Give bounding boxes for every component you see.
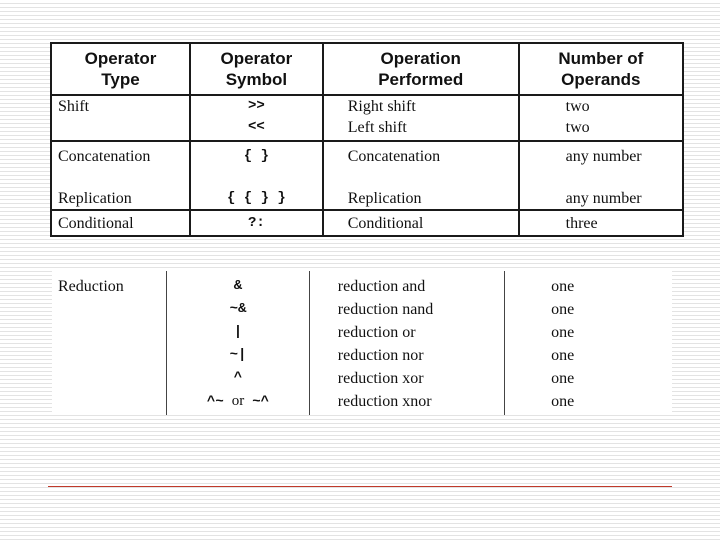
- operands-text: one: [551, 324, 575, 341]
- operands-text: one: [551, 301, 575, 318]
- operands-text: two: [565, 98, 590, 115]
- header-line: Performed: [378, 70, 464, 89]
- table-row-concatenation-replication: [51, 141, 683, 210]
- or-word: or: [231, 393, 245, 409]
- operation-cell: [309, 271, 504, 415]
- operation-text: Right shift: [347, 98, 416, 115]
- operator-symbol: ^: [233, 370, 243, 386]
- operator-type: Concatenation: [58, 148, 151, 165]
- operands-text: any number: [565, 148, 642, 165]
- reduction-table: [52, 271, 672, 415]
- operator-symbol-cell: [190, 95, 323, 141]
- operands-text: any number: [565, 190, 642, 207]
- operands-text: one: [551, 278, 575, 295]
- operator-type: Replication: [58, 190, 132, 207]
- table-row-conditional: [51, 210, 683, 236]
- operands-text: one: [551, 370, 575, 387]
- header-row: [51, 43, 683, 95]
- operands-cell: [519, 141, 683, 210]
- operator-type-cell: [51, 141, 190, 210]
- operands-text: three: [565, 215, 598, 232]
- table-row-reduction: [52, 271, 672, 415]
- operator-symbol: { }: [243, 148, 269, 164]
- header-operator-type: [51, 43, 190, 95]
- operands-text: one: [551, 393, 575, 410]
- operator-symbol-cell: [190, 141, 323, 210]
- header-number-of-operands: [519, 43, 683, 95]
- operation-text: reduction nor: [337, 347, 424, 364]
- operation-cell: [323, 210, 519, 236]
- operator-symbol-cell: [190, 210, 323, 236]
- operators-table: [50, 42, 684, 237]
- operands-text: two: [565, 119, 590, 136]
- operator-symbol: ?:: [247, 215, 265, 231]
- operator-type: Conditional: [58, 215, 134, 232]
- operator-symbol: { { } }: [226, 190, 286, 206]
- operation-text: reduction nand: [337, 301, 434, 318]
- header-line: Operands: [561, 70, 641, 89]
- header-line: Operator: [220, 49, 293, 68]
- footer-divider: [48, 486, 672, 487]
- operator-type: Shift: [58, 98, 90, 115]
- operands-cell: [519, 95, 683, 141]
- header-line: Operation: [380, 49, 461, 68]
- table-row-shift: [51, 95, 683, 141]
- operator-symbol: >>: [247, 98, 265, 114]
- operator-symbol-cell: [167, 271, 310, 415]
- header-line: Number of: [558, 49, 644, 68]
- operands-cell: [505, 271, 672, 415]
- operator-type: Reduction: [58, 278, 124, 295]
- header-line: Symbol: [225, 70, 288, 89]
- symbol-variant: ^~: [206, 394, 224, 410]
- header-line: Operator: [84, 49, 157, 68]
- operator-type-cell: [51, 210, 190, 236]
- operator-symbol: &: [233, 278, 243, 294]
- header-operator-symbol: [190, 43, 323, 95]
- operator-symbol: <<: [247, 119, 265, 135]
- symbol-variant: ~^: [252, 394, 270, 410]
- operation-text: reduction xnor: [337, 393, 432, 410]
- operation-text: reduction xor: [337, 370, 424, 387]
- operation-text: Conditional: [347, 215, 424, 232]
- operation-text: reduction or: [337, 324, 416, 341]
- operation-text: Replication: [347, 190, 422, 207]
- operator-symbol: ~|: [229, 347, 247, 363]
- operator-symbol: ~&: [229, 301, 247, 317]
- operator-type-cell: [52, 271, 167, 415]
- operation-cell: [323, 95, 519, 141]
- operation-cell: [323, 141, 519, 210]
- operator-symbol: |: [233, 324, 243, 340]
- operands-cell: [519, 210, 683, 236]
- header-operation-performed: [323, 43, 519, 95]
- operands-text: one: [551, 347, 575, 364]
- operator-symbol: [167, 390, 309, 414]
- operation-text: Left shift: [347, 119, 407, 136]
- operator-type-cell: [51, 95, 190, 141]
- operation-text: Concatenation: [347, 148, 441, 165]
- header-line: Type: [101, 70, 140, 89]
- operation-text: reduction and: [337, 278, 426, 295]
